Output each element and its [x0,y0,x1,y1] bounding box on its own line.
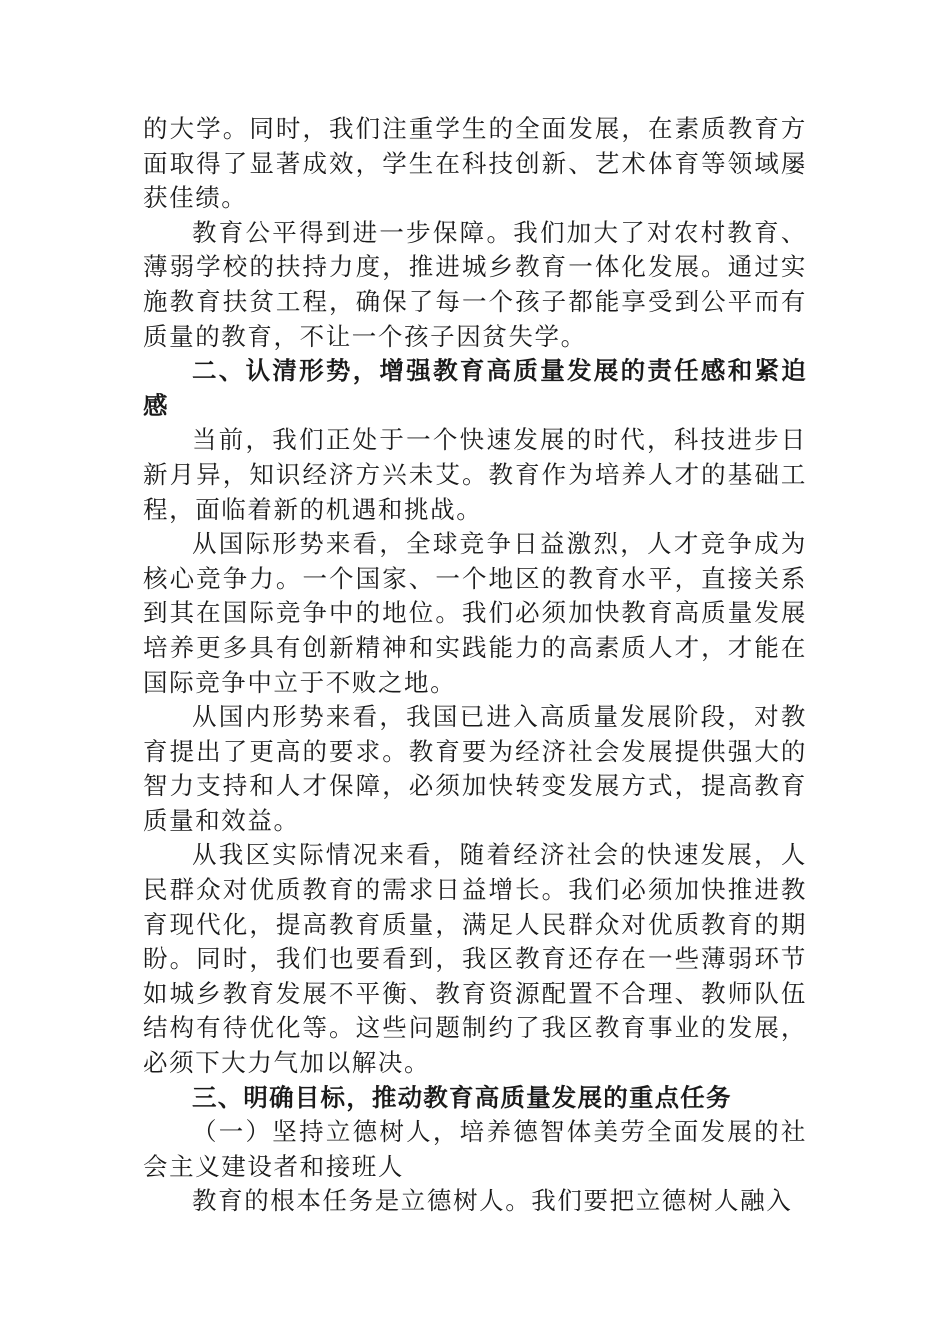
body-paragraph: 从国内形势来看，我国已进入高质量发展阶段，对教育提出了更高的要求。教育要为经济社会发展提供强大的智力支持和人才保障，必须加快转变发展方式，提高教育质量和效益。 [143,702,807,835]
body-paragraph: 从我区实际情况来看，随着经济社会的快速发展，人民群众对优质教育的需求日益增长。我们必须加快推进教育现代化，提高教育质量，满足人民群众对优质教育的期盼。同时，我们也要看到，我区教育还存在一些薄弱环节如城乡教育发展不平衡、教育资源配置不合理、教师队伍结构有待优化等。这些问题制约了我区教育事业的发展，必须下大力气加以解决。 [143,840,807,1078]
subsection-heading: （一）坚持立德树人，培养德智体美劳全面发展的社会主义建设者和接班人 [143,1117,807,1181]
body-paragraph: 当前，我们正处于一个快速发展的时代，科技进步日新月异，知识经济方兴未艾。教育作为培养人才的基础工程，面临着新的机遇和挑战。 [143,425,807,524]
body-paragraph: 教育的根本任务是立德树人。我们要把立德树人融入 [192,1186,793,1216]
body-paragraph: 教育公平得到进一步保障。我们加大了对农村教育、薄弱学校的扶持力度，推进城乡教育一体化发展。通过实施教育扶贫工程，确保了每一个孩子都能享受到公平而有质量的教育，不让一个孩子因贫失学。 [143,217,807,351]
document-page [143,112,807,1219]
body-paragraph: 的大学。同时，我们注重学生的全面发展，在素质教育方面取得了显著成效，学生在科技创新、艺术体育等领域屡获佳绩。 [143,114,807,213]
body-paragraph: 从国际形势来看，全球竞争日益激烈，人才竞争成为核心竞争力。一个国家、一个地区的教育水平，直接关系到其在国际竞争中的地位。我们必须加快教育高质量发展培养更多具有创新精神和实践能力的高素质人才，才能在国际竞争中立于不败之地。 [143,529,807,697]
section-heading: 二、认清形势，增强教育高质量发展的责任感和紧迫感 [143,356,807,420]
section-heading: 三、明确目标，推动教育高质量发展的重点任务 [192,1082,732,1112]
